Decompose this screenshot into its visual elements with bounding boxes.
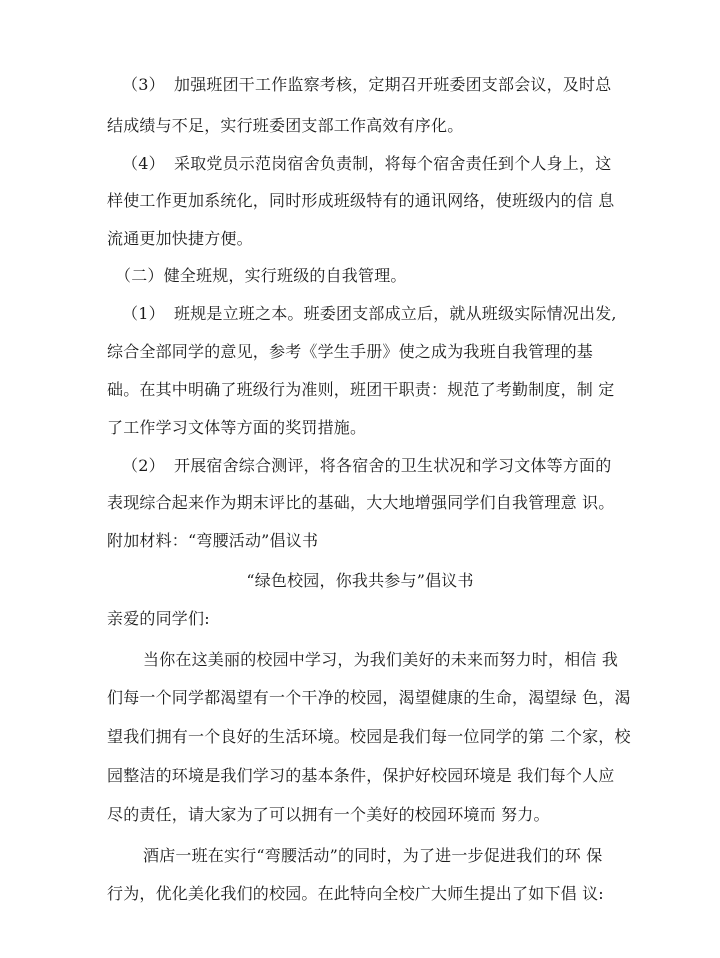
paragraph-line: 望我们拥有一个良好的生活环境。校园是我们每一位同学的第 二个家，校 xyxy=(107,727,631,746)
item-number: （4） xyxy=(122,154,165,173)
list-item-1 xyxy=(122,303,617,325)
paragraph-line: 结成绩与不足，实行班委团支部工作高效有序化。 xyxy=(107,116,464,135)
paragraph-line: 综合全部同学的意见，参考《学生手册》使之成为我班自我管理的基 xyxy=(107,342,594,361)
list-item-4 xyxy=(122,153,611,175)
paragraph-line: 们每一个同学都渴望有一个干净的校园，渴望健康的生命，渴望绿 色，渴 xyxy=(107,688,631,707)
paragraph-line: 了工作学习文体等方面的奖罚措施。 xyxy=(107,418,367,437)
paragraph-line: 开展宿舍综合测评，将各宿舍的卫生状况和学习文体等方面的 xyxy=(174,456,612,475)
item-number: （1） xyxy=(122,304,165,323)
paragraph-line: 酒店一班在实行“弯腰活动”的同时，为了进一步促进我们的环 保 xyxy=(143,846,603,865)
section-heading: （二）健全班规，实行班级的自我管理。 xyxy=(115,266,407,285)
attachment-label: 附加材料：“弯腰活动”倡议书 xyxy=(107,531,319,550)
proposal-title: “绿色校园，你我共参与”倡议书 xyxy=(246,571,474,590)
paragraph-line: 表现综合起来作为期末评比的基础，大大地增强同学们自我管理意 识。 xyxy=(107,493,615,512)
list-item-3 xyxy=(122,74,611,96)
paragraph-line: 园整洁的环境是我们学习的基本条件，保护好校园环境是 我们每个人应 xyxy=(107,766,615,785)
paragraph-line: 班规是立班之本。班委团支部成立后，就从班级实际情况出发, xyxy=(174,304,617,323)
item-number: （3） xyxy=(122,75,165,94)
paragraph-line: 样使工作更加系统化，同时形成班级特有的通讯网络，使班级内的信 息 xyxy=(107,191,615,210)
paragraph-line: 流通更加快捷方便。 xyxy=(107,229,253,248)
salutation: 亲爱的同学们: xyxy=(107,609,210,628)
list-item-2 xyxy=(122,455,611,477)
paragraph-line: 采取党员示范岗宿舍负责制，将每个宿舍责任到个人身上，这 xyxy=(174,154,612,173)
paragraph-line: 尽的责任，请大家为了可以拥有一个美好的校园环境而 努力。 xyxy=(107,805,550,824)
item-number: （2） xyxy=(122,456,165,475)
paragraph-line: 行为，优化美化我们的校园。在此特向全校广大师生提出了如下倡 议: xyxy=(107,884,604,903)
paragraph-line: 础。在其中明确了班级行为准则，班团干职责：规范了考勤制度，制 定 xyxy=(107,380,615,399)
paragraph-line: 加强班团干工作监察考核，定期召开班委团支部会议，及时总 xyxy=(174,75,612,94)
paragraph-line: 当你在这美丽的校园中学习，为我们美好的未来而努力时，相信 我 xyxy=(143,650,619,669)
